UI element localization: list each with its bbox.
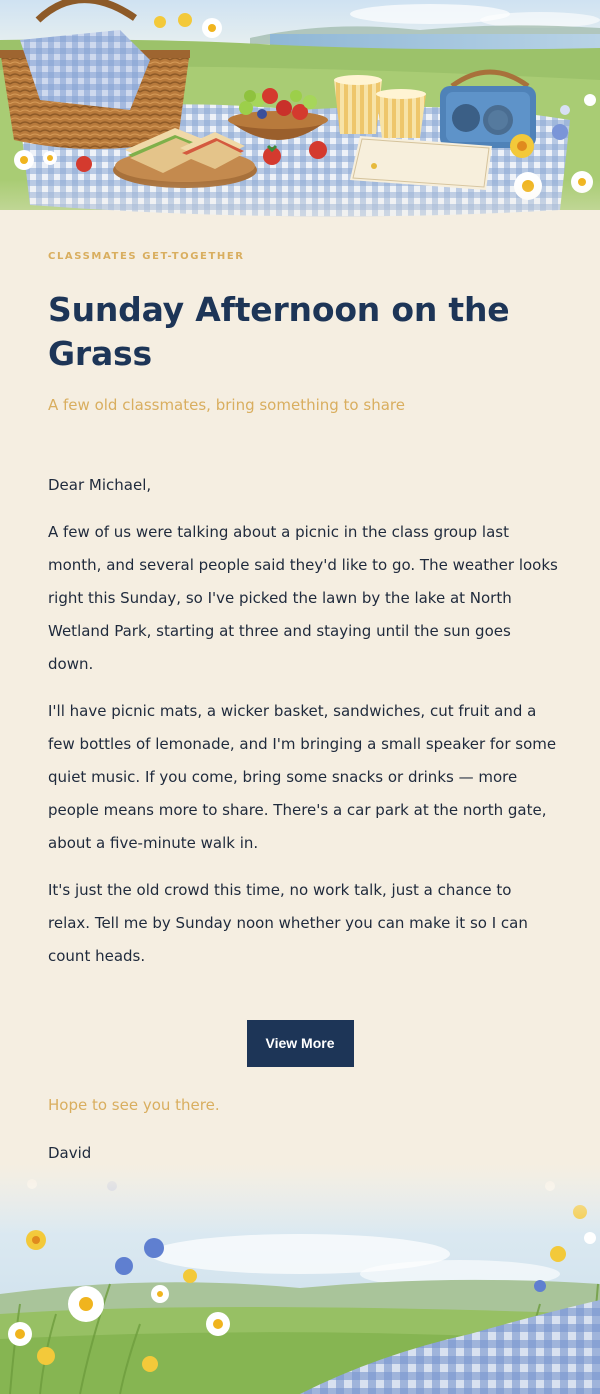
body-paragraph-3: It's just the old crowd this time, no work talk, just a chance to relax. Tell me by Sunday noon whether you can make it so I can count heads. [48, 881, 528, 965]
hero-picnic-image [0, 0, 600, 280]
email-content [48, 248, 558, 1164]
view-more-button[interactable]: View More [247, 1020, 354, 1067]
body-paragraph-1: A few of us were talking about a picnic in the class group last month, and several people said they'd like to go. The weather looks right this Sunday, so I've picked the lawn by the lake at North Wetland Park, starting at three and staying until the sun goes down. [48, 523, 558, 673]
event-eyebrow: CLASSMATES GET-TOGETHER [48, 251, 245, 262]
signoff: Hope to see you there. [48, 1096, 220, 1114]
cta-row [48, 1020, 552, 1067]
page-subtitle: A few old classmates, bring something to share [48, 396, 405, 414]
body-paragraph-2: I'll have picnic mats, a wicker basket, sandwiches, cut fruit and a few bottles of lemonade, and I'm bringing a small speaker for some quiet music. If you come, bring some snacks or drinks — more people means more to share. There's a car park at the north gate, about a five-minute walk in. [48, 702, 557, 852]
greeting: Dear Michael, [48, 476, 152, 494]
signature: David [48, 1144, 92, 1162]
page-title: Sunday Afternoon on the Grass [48, 290, 510, 373]
footer-meadow-image [0, 1164, 600, 1394]
